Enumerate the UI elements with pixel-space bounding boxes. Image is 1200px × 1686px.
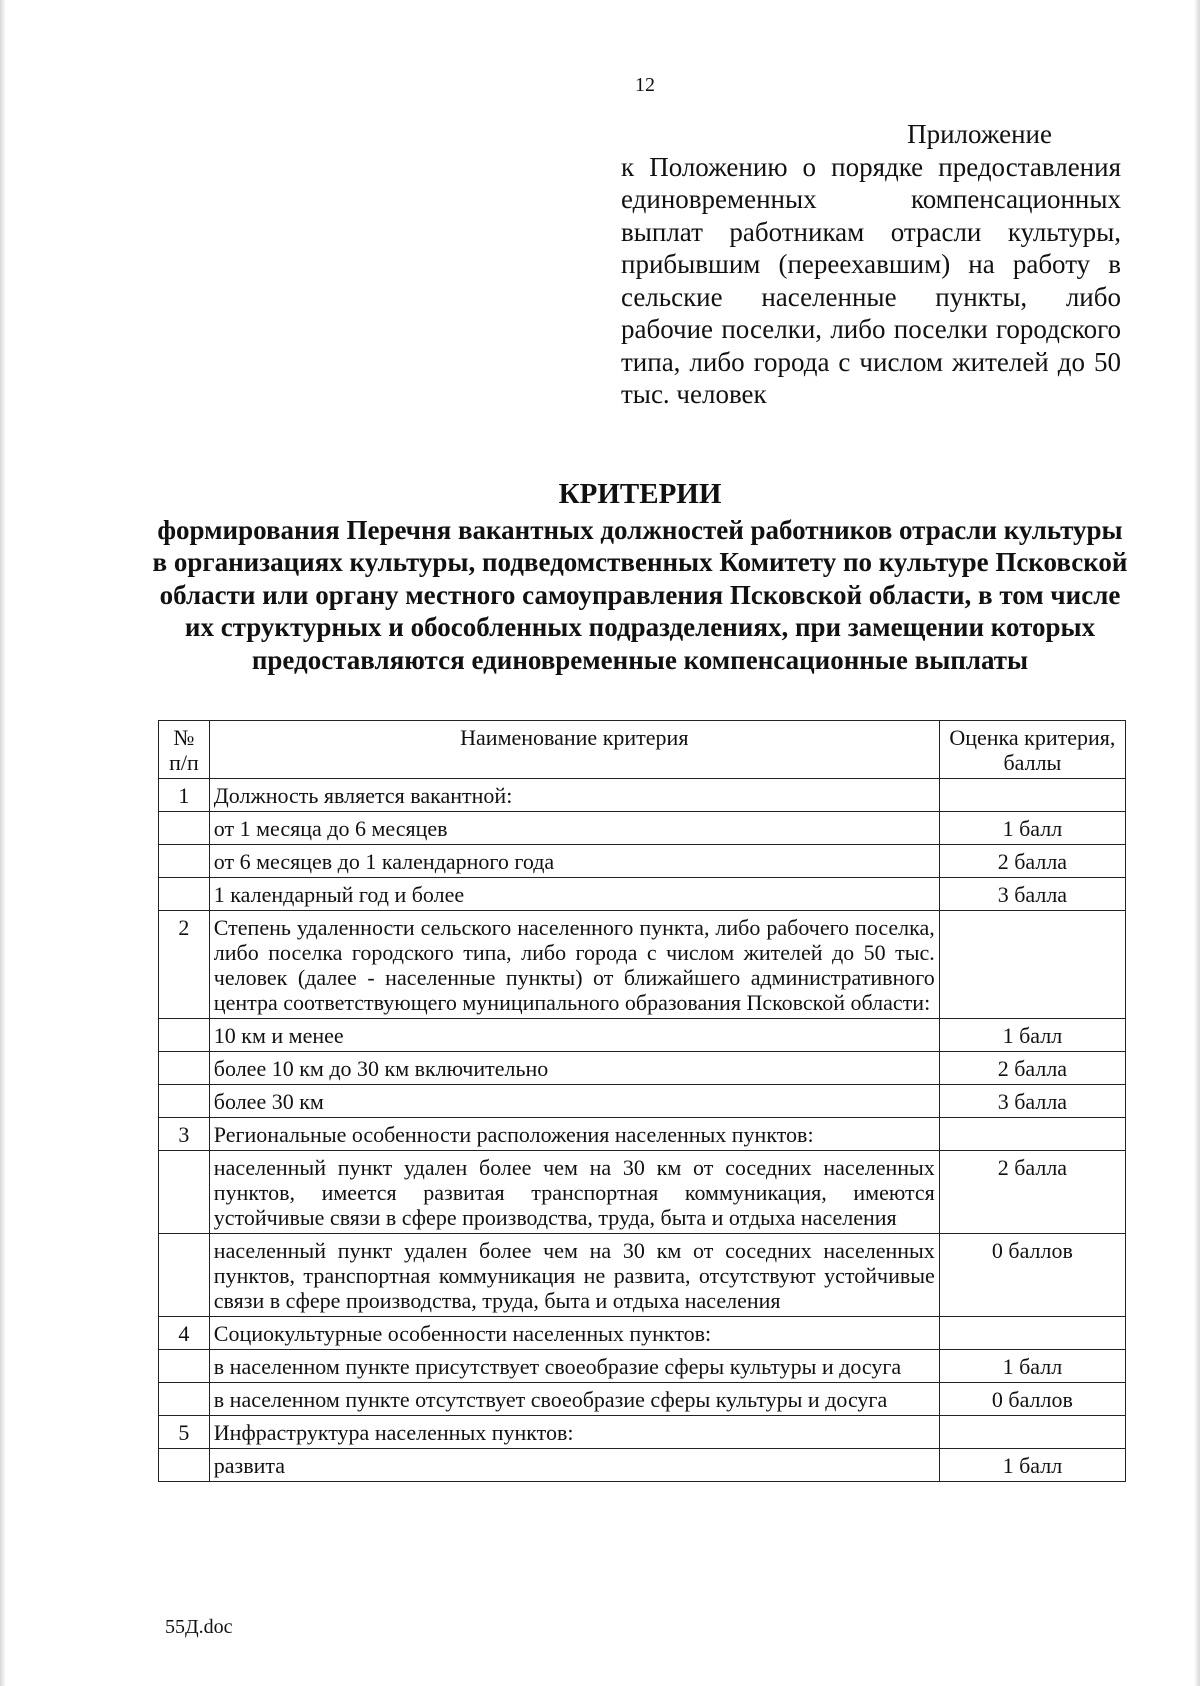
table-row	[159, 1052, 1126, 1085]
header-score: Оценка критерия, баллы	[939, 721, 1125, 779]
row-num: 2	[159, 911, 210, 1019]
row-num	[159, 1350, 210, 1383]
table-header-row	[159, 721, 1126, 779]
row-criterion: от 1 месяца до 6 месяцев	[209, 812, 939, 845]
row-score: 0 баллов	[939, 1234, 1125, 1317]
table-row	[159, 1383, 1126, 1416]
row-criterion: Инфраструктура населенных пунктов:	[209, 1416, 939, 1449]
table-row	[159, 1317, 1126, 1350]
footer-file-name: 55Д.doc	[165, 1616, 233, 1638]
row-score	[939, 1317, 1125, 1350]
row-num	[159, 1019, 210, 1052]
row-score: 1 балл	[939, 1449, 1125, 1482]
row-num: 3	[159, 1118, 210, 1151]
table-row	[159, 1019, 1126, 1052]
row-num	[159, 1151, 210, 1234]
table-row	[159, 1350, 1126, 1383]
criteria-heading	[150, 478, 1130, 676]
row-num	[159, 1085, 210, 1118]
table-row	[159, 1085, 1126, 1118]
row-num	[159, 1383, 210, 1416]
table-row	[159, 1416, 1126, 1449]
row-criterion: более 30 км	[209, 1085, 939, 1118]
row-score: 3 балла	[939, 878, 1125, 911]
row-criterion: Региональные особенности расположения населенных пунктов:	[209, 1118, 939, 1151]
row-criterion: Должность является вакантной:	[209, 779, 939, 812]
row-criterion: в населенном пункте присутствует своеобразие сферы культуры и досуга	[209, 1350, 939, 1383]
table-row	[159, 779, 1126, 812]
row-score	[939, 911, 1125, 1019]
row-num: 1	[159, 779, 210, 812]
criteria-title: КРИТЕРИИ	[558, 478, 722, 510]
row-score: 1 балл	[939, 812, 1125, 845]
appendix-block	[621, 118, 1121, 411]
scan-edge-left	[0, 0, 6, 1686]
row-num	[159, 812, 210, 845]
table-row	[159, 878, 1126, 911]
table-row	[159, 1151, 1126, 1234]
table-row	[159, 1449, 1126, 1482]
row-num: 4	[159, 1317, 210, 1350]
row-score: 1 балл	[939, 1350, 1125, 1383]
row-score: 3 балла	[939, 1085, 1125, 1118]
row-criterion: более 10 км до 30 км включительно	[209, 1052, 939, 1085]
scan-edge-right	[1194, 0, 1200, 1686]
row-criterion: населенный пункт удален более чем на 30 км от соседних населенных пунктов, имеется развитая транспортная коммуникация, имеются устойчивые связи в сфере производства, труда, быта и отдыха населения	[209, 1151, 939, 1234]
row-criterion: Социокультурные особенности населенных пунктов:	[209, 1317, 939, 1350]
row-criterion: 1 календарный год и более	[209, 878, 939, 911]
row-score	[939, 779, 1125, 812]
criteria-subtitle: формирования Перечня вакантных должностей работников отрасли культуры в организациях культуры, подведомственных Комитету по культуре Псковской области или органу местного самоуправления Псковской области, в том числе их структурных и обособленных подразделениях, при замещении которых предоставляются единовременные компенсационные выплаты	[152, 514, 1128, 675]
row-num	[159, 1234, 210, 1317]
header-name: Наименование критерия	[209, 721, 939, 779]
row-score: 2 балла	[939, 1151, 1125, 1234]
row-score: 1 балл	[939, 1019, 1125, 1052]
row-criterion: населенный пункт удален более чем на 30 км от соседних населенных пунктов, транспортная коммуникация не развита, отсутствуют устойчивые связи в сфере производства, труда, быта и отдыха населения	[209, 1234, 939, 1317]
row-score: 2 балла	[939, 845, 1125, 878]
row-criterion: Степень удаленности сельского населенного пункта, либо рабочего поселка, либо поселка городского типа, либо города с числом жителей до 50 тыс. человек (далее - населенные пункты) от ближайшего административного центра соответствующего муниципального образования Псковской области:	[209, 911, 939, 1019]
table-row	[159, 812, 1126, 845]
appendix-text: к Положению о порядке предоставления единовременных компенсационных выплат работникам отрасли культуры, прибывшим (переехавшим) на работу в сельские населенные пункты, либо рабочие поселки, либо поселки городского типа, либо города с числом жителей до 50 тыс. человек	[621, 151, 1121, 409]
criteria-table	[158, 720, 1126, 1482]
row-score	[939, 1118, 1125, 1151]
table-body	[159, 779, 1126, 1482]
row-num: 5	[159, 1416, 210, 1449]
row-num	[159, 878, 210, 911]
row-num	[159, 845, 210, 878]
row-score	[939, 1416, 1125, 1449]
header-num: № п/п	[159, 721, 210, 779]
table-row	[159, 845, 1126, 878]
row-num	[159, 1449, 210, 1482]
row-num	[159, 1052, 210, 1085]
row-score: 2 балла	[939, 1052, 1125, 1085]
table-row	[159, 1234, 1126, 1317]
row-score: 0 баллов	[939, 1383, 1125, 1416]
appendix-title: Приложение	[907, 119, 1052, 149]
page-number: 12	[635, 74, 655, 96]
row-criterion: развита	[209, 1449, 939, 1482]
row-criterion: 10 км и менее	[209, 1019, 939, 1052]
table-row	[159, 1118, 1126, 1151]
row-criterion: от 6 месяцев до 1 календарного года	[209, 845, 939, 878]
table-row	[159, 911, 1126, 1019]
row-criterion: в населенном пункте отсутствует своеобразие сферы культуры и досуга	[209, 1383, 939, 1416]
